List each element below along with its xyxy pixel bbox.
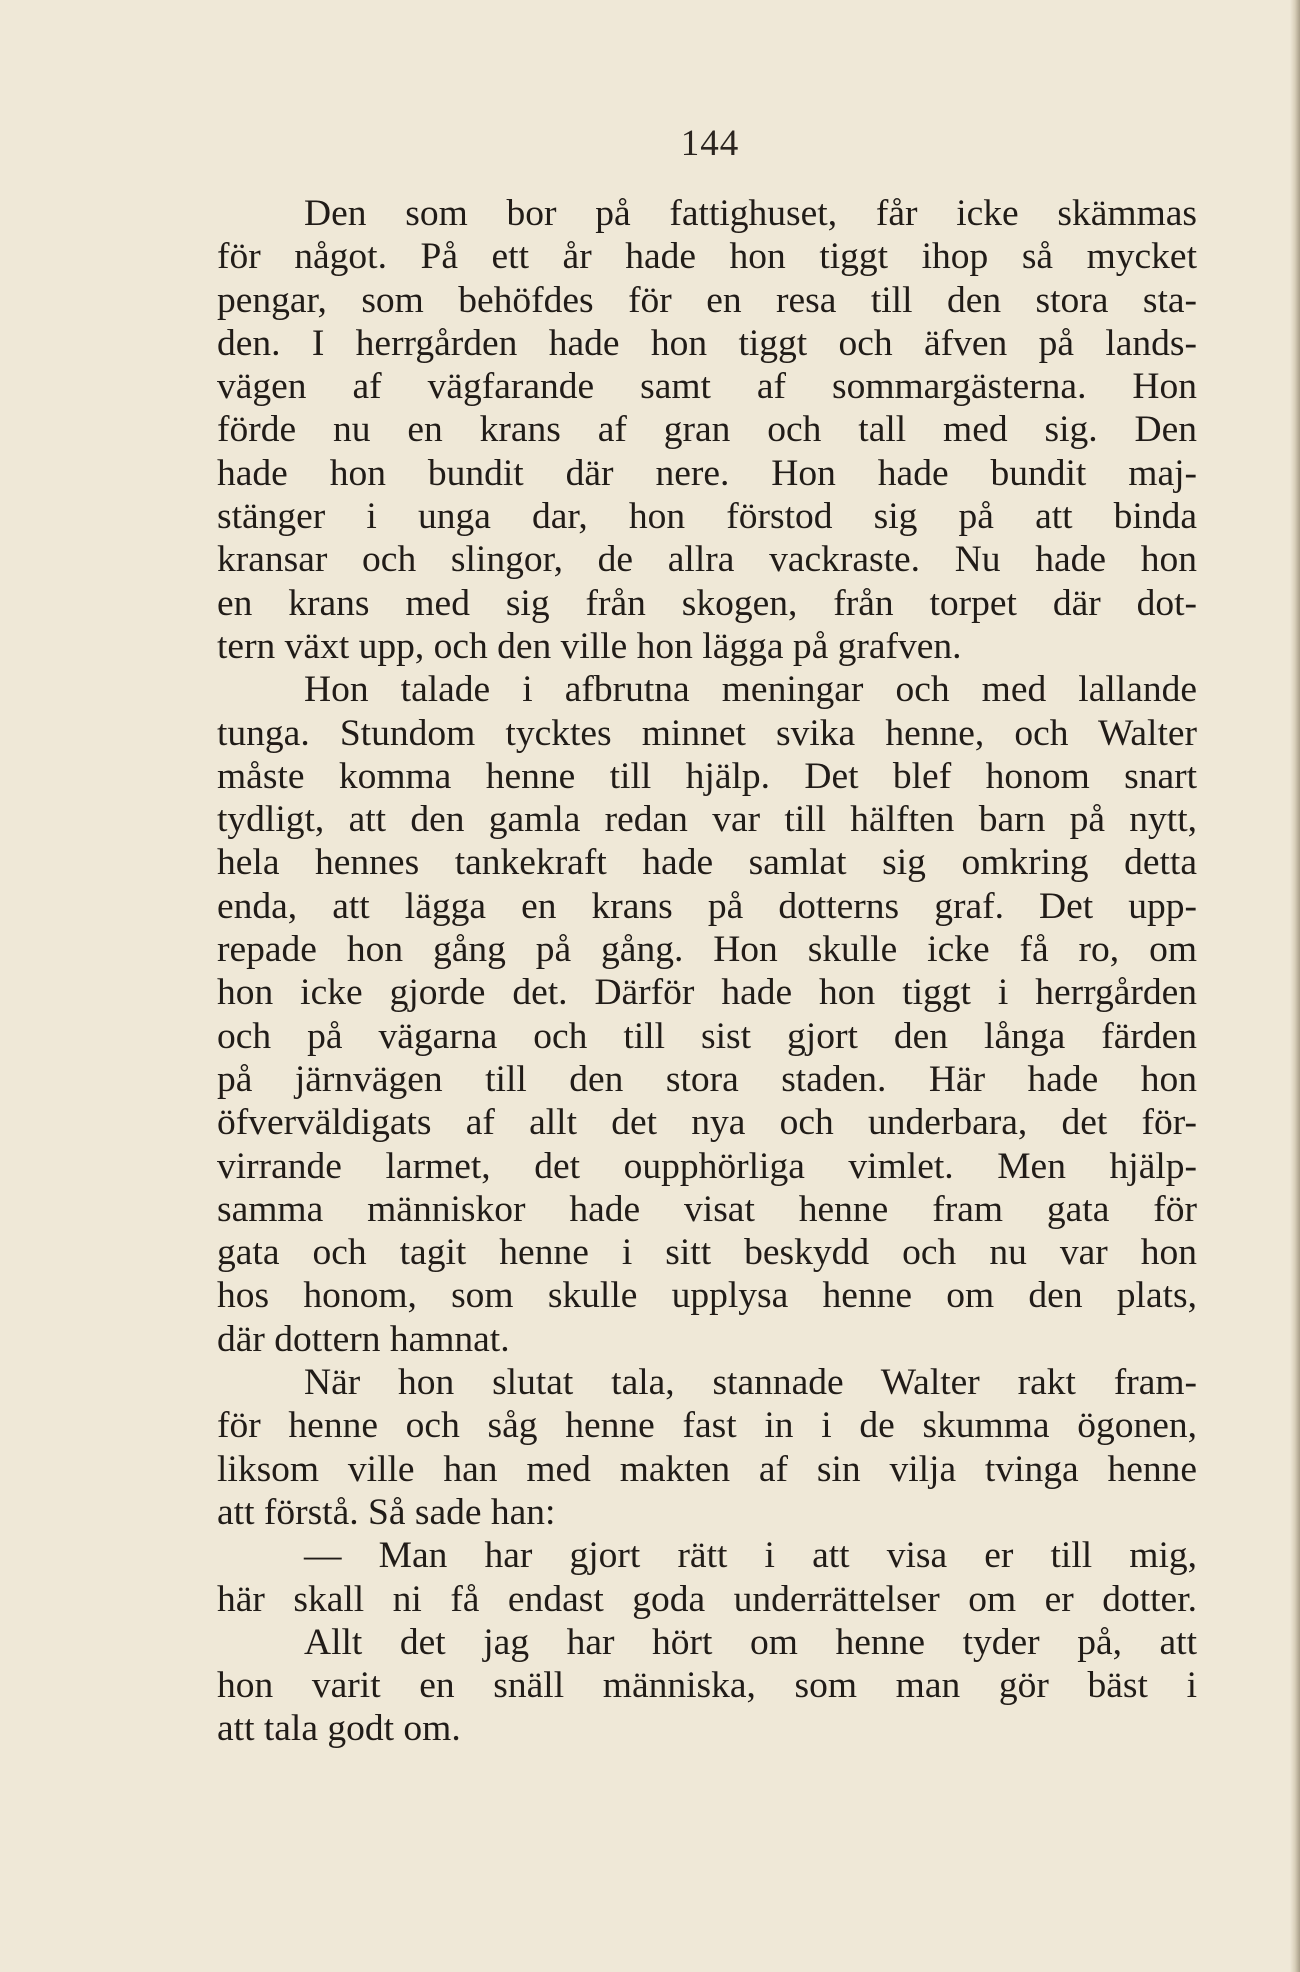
text-line: måste komma henne till hjälp. Det blef honom snart: [217, 755, 1197, 797]
text-line: öfverväldigats af allt det nya och underbara, det för-: [217, 1102, 1197, 1144]
text-line: hos honom, som skulle upplysa henne om den plats,: [217, 1275, 1197, 1317]
text-line: samma människor hade visat henne fram gata för: [217, 1188, 1197, 1230]
text-line: för henne och såg henne fast in i de skumma ögonen,: [217, 1405, 1197, 1447]
paragraph: [217, 1534, 1197, 1621]
paragraph: [217, 1621, 1197, 1751]
text-line: enda, att lägga en krans på dotterns graf. Det upp-: [217, 885, 1197, 927]
text-line: tunga. Stundom tycktes minnet svika henne, och Walter: [217, 712, 1197, 754]
body-text: [217, 192, 1197, 1751]
text-line: hela hennes tankekraft hade samlat sig omkring detta: [217, 842, 1197, 884]
text-line: — Man har gjort rätt i att visa er till mig,: [304, 1535, 1197, 1577]
text-line: förde nu en krans af gran och tall med sig. Den: [217, 409, 1197, 451]
text-line: pengar, som behöfdes för en resa till den stora sta-: [217, 279, 1197, 321]
text-line: repade hon gång på gång. Hon skulle icke få ro, om: [217, 929, 1197, 971]
paragraph: [217, 668, 1197, 1361]
text-line: tydligt, att den gamla redan var till hälften barn på nytt,: [217, 799, 1197, 841]
text-line: kransar och slingor, de allra vackraste. Nu hade hon: [217, 539, 1197, 581]
text-line: där dottern hamnat.: [217, 1318, 510, 1360]
text-line: på järnvägen till den stora staden. Här hade hon: [217, 1058, 1197, 1100]
text-line: här skall ni få endast goda underrättelser om er dotter.: [217, 1578, 1197, 1620]
text-line: att förstå. Så sade han:: [217, 1491, 556, 1533]
text-line: hade hon bundit där nere. Hon hade bundit maj-: [217, 452, 1197, 494]
page-edge-shadow: [1290, 0, 1300, 1972]
text-line: hon varit en snäll människa, som man gör bäst i: [217, 1665, 1197, 1707]
text-line: den. I herrgården hade hon tiggt och äfven på lands-: [217, 322, 1197, 364]
text-line: och på vägarna och till sist gjort den långa färden: [217, 1015, 1197, 1057]
text-line: Hon talade i afbrutna meningar och med lallande: [304, 669, 1197, 711]
text-line: stänger i unga dar, hon förstod sig på att binda: [217, 496, 1197, 538]
page-number: 144: [680, 123, 740, 164]
text-line: gata och tagit henne i sitt beskydd och nu var hon: [217, 1232, 1197, 1274]
text-line: för något. På ett år hade hon tiggt ihop så mycket: [217, 236, 1197, 278]
text-line: tern växt upp, och den ville hon lägga på grafven.: [217, 625, 962, 667]
text-line: virrande larmet, det oupphörliga vimlet. Men hjälp-: [217, 1145, 1197, 1187]
text-line: Den som bor på fattighuset, får icke skämmas: [304, 193, 1197, 234]
text-line: När hon slutat tala, stannade Walter rakt fram-: [304, 1362, 1197, 1404]
text-line: en krans med sig från skogen, från torpet där dot-: [217, 582, 1197, 624]
text-line: att tala godt om.: [217, 1708, 461, 1750]
paragraph: [217, 192, 1197, 668]
text-line: vägen af vägfarande samt af sommargästerna. Hon: [217, 366, 1197, 408]
text-line: hon icke gjorde det. Därför hade hon tiggt i herrgården: [217, 972, 1197, 1014]
text-line: Allt det jag har hört om henne tyder på, att: [304, 1621, 1197, 1663]
text-line: liksom ville han med makten af sin vilja tvinga henne: [217, 1448, 1197, 1490]
paragraph: [217, 1361, 1197, 1534]
